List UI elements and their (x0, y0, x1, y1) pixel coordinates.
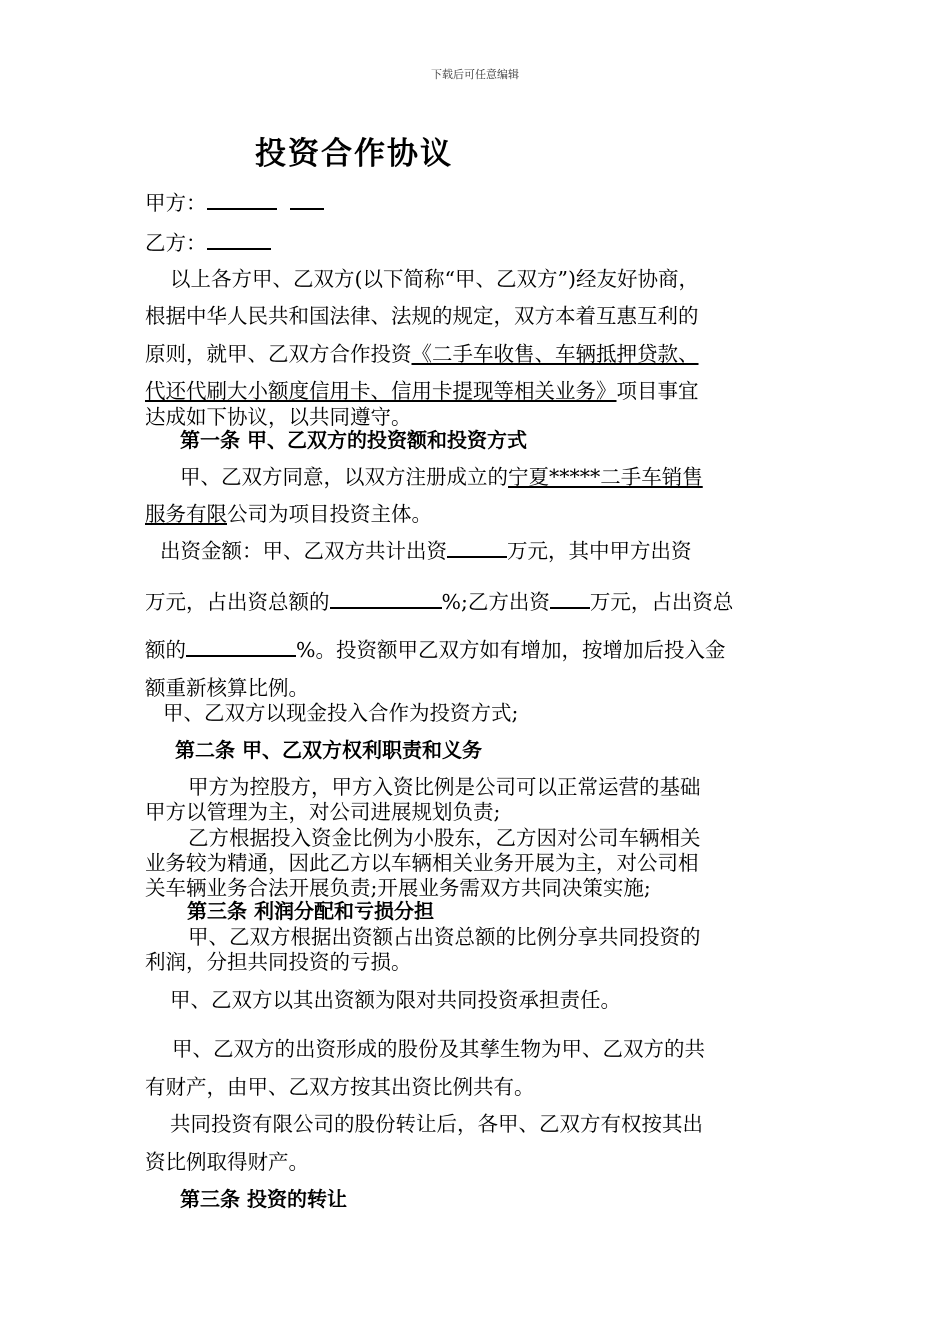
intro-line-3-text: 原则，就甲、乙双方合作投资 (145, 342, 412, 366)
article-2-heading: 第二条 甲、乙双方权利职责和义务 (175, 738, 482, 762)
art1-line-4-text-c: 万元，占出资总 (589, 590, 734, 614)
intro-line-2: 根据中华人民共和国法律、法规的规定，双方本着互惠互利的 (145, 304, 699, 328)
project-name-part-1: 《二手车收售、车辆抵押贷款、 (411, 342, 699, 366)
art1-line-7: 甲、乙双方以现金投入合作为投资方式; (163, 701, 519, 725)
art2-line-1: 甲方为控股方，甲方入资比例是公司可以正常运营的基础 (188, 775, 701, 799)
project-name-part-2: 代还代刷大小额度信用卡、信用卡提现等相关业务》 (145, 379, 617, 403)
art3-line-4: 甲、乙双方的出资形成的股份及其孳生物为甲、乙双方的共 (172, 1037, 705, 1061)
article-4-heading: 第三条 投资的转让 (180, 1187, 347, 1211)
article-3-heading: 第三条 利润分配和亏损分担 (187, 899, 434, 923)
party-a-blank-2 (290, 190, 324, 210)
total-investment-blank (447, 538, 507, 558)
art3-line-5: 有财产，由甲、乙双方按其出资比例共有。 (145, 1075, 535, 1099)
party-b-label: 乙方： (145, 231, 207, 255)
intro-line-5: 达成如下协议，以共同遵守。 (145, 405, 412, 429)
party-a-percent-blank (330, 589, 442, 609)
party-b-investment-blank (550, 589, 590, 609)
party-b-line (145, 226, 271, 256)
art3-line-2: 利润，分担共同投资的亏损。 (145, 950, 412, 974)
art1-line-3-text-b: 万元，其中甲方出资 (507, 539, 692, 563)
art1-line-5-text-b: %。投资额甲乙双方如有增加，按增加后投入金 (296, 638, 726, 662)
intro-line-1: 以上各方甲、乙双方(以下简称“甲、乙双方”)经友好协商， (170, 267, 699, 291)
header-note: 下载后可任意编辑 (431, 68, 519, 81)
intro-line-4-text: 项目事宜 (616, 379, 699, 403)
art3-line-7: 资比例取得财产。 (145, 1150, 309, 1174)
art1-line-5-text: 额的 (145, 638, 186, 662)
art2-line-5: 关车辆业务合法开展负责;开展业务需双方共同决策实施; (145, 876, 651, 900)
art1-line-3 (160, 534, 692, 564)
art1-line-4-text-b: %;乙方出资 (441, 590, 550, 614)
art1-line-6: 额重新核算比例。 (145, 676, 309, 700)
art3-line-6: 共同投资有限公司的股份转让后，各甲、乙双方有权按其出 (170, 1112, 703, 1136)
art1-line-2 (145, 497, 432, 527)
party-a-blank (207, 190, 277, 210)
art2-line-3: 乙方根据投入资金比例为小股东，乙方因对公司车辆相关 (188, 826, 701, 850)
company-name-part-1: 宁夏*****二手车销售 (508, 465, 703, 489)
art3-line-1: 甲、乙双方根据出资额占出资总额的比例分享共同投资的 (188, 925, 701, 949)
art1-line-2-text: 公司为项目投资主体。 (227, 502, 432, 526)
party-b-percent-blank (186, 637, 296, 657)
art2-line-2: 甲方以管理为主，对公司进展规划负责; (145, 800, 501, 824)
art1-line-3-text: 出资金额：甲、乙双方共计出资 (160, 539, 447, 563)
art1-line-4-text: 万元，占出资总额的 (145, 590, 330, 614)
art1-line-4 (145, 585, 733, 615)
document-title: 投资合作协议 (255, 136, 453, 172)
party-a-line (145, 186, 324, 216)
company-name-part-2: 服务有限 (145, 502, 227, 526)
art3-line-3: 甲、乙双方以其出资额为限对共同投资承担责任。 (170, 988, 621, 1012)
article-1-heading: 第一条 甲、乙双方的投资额和投资方式 (180, 428, 527, 452)
art1-line-1-text: 甲、乙双方同意，以双方注册成立的 (180, 465, 508, 489)
art1-line-1 (180, 460, 703, 490)
art1-line-5 (145, 633, 725, 663)
intro-line-3 (145, 337, 699, 367)
art2-line-4: 业务较为精通，因此乙方以车辆相关业务开展为主，对公司相 (145, 851, 699, 875)
party-a-label: 甲方： (145, 191, 207, 215)
party-b-blank (207, 230, 271, 250)
